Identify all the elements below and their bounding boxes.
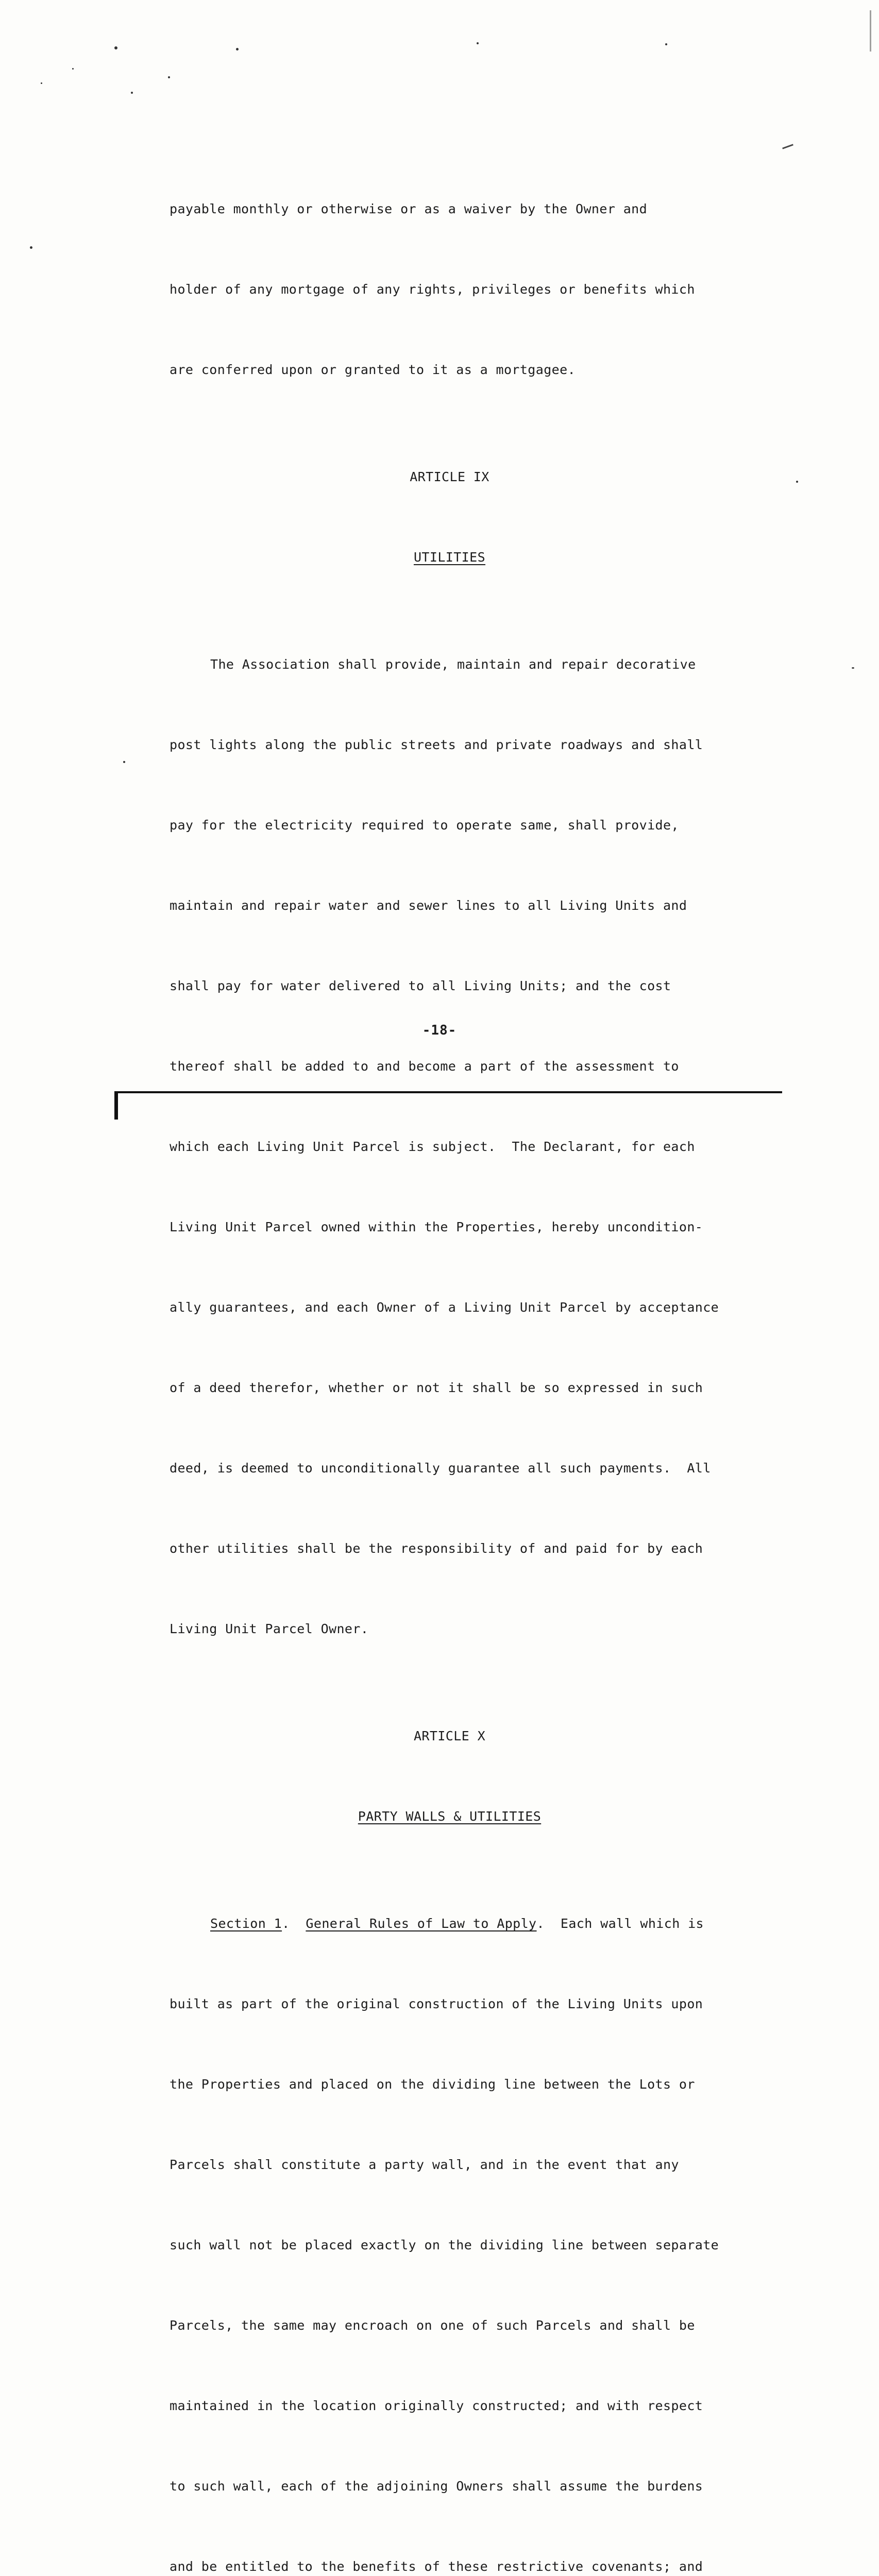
text-line: ally guarantees, and each Owner of a Living Unit Parcel by acceptance	[170, 1300, 719, 1315]
section-1-first-line-rest: Each wall which is	[560, 1916, 704, 1931]
text-line: which each Living Unit Parcel is subject. The Declarant, for each	[170, 1139, 695, 1154]
section-1-label: Section 1	[210, 1916, 282, 1931]
scan-speck	[168, 76, 170, 78]
section-1-heading: General Rules of Law to Apply	[306, 1916, 537, 1931]
scan-speck	[477, 42, 479, 44]
scan-speck	[796, 481, 798, 483]
scan-speck	[72, 68, 74, 70]
text-line: the Properties and placed on the dividing line between the Lots or	[170, 2077, 695, 2092]
text-line: Living Unit Parcel Owner.	[170, 1621, 369, 1636]
text-line: post lights along the public streets and private roadways and shall	[170, 737, 703, 752]
scan-mark	[870, 10, 871, 52]
text-line: of a deed therefor, whether or not it shall be so expressed in such	[170, 1380, 703, 1395]
text-line: holder of any mortgage of any rights, privileges or benefits which	[170, 282, 695, 297]
bottom-scan-border	[114, 1091, 782, 1093]
scan-speck	[665, 43, 667, 45]
section-1-first-line: Section 1. General Rules of Law to Apply. Each wall which is	[210, 1916, 704, 1931]
scan-speck	[41, 82, 42, 84]
text-line: are conferred upon or granted to it as a mortgagee.	[170, 362, 576, 377]
article-ix-title: UTILITIES	[413, 550, 486, 565]
text-line: deed, is deemed to unconditionally guarantee all such payments. All	[170, 1461, 711, 1476]
text-line: and be entitled to the benefits of these restrictive covenants; and	[170, 2559, 703, 2574]
text-line: shall pay for water delivered to all Living Units; and the cost	[170, 978, 671, 993]
article-ix-number: ARTICLE IX	[410, 469, 489, 484]
text-line: maintained in the location originally constructed; and with respect	[170, 2398, 703, 2413]
text-line: thereof shall be added to and become a part of the assessment to	[170, 1059, 679, 1074]
scan-speck	[114, 46, 117, 49]
article-ix-title-wrap	[170, 544, 730, 571]
scan-speck	[852, 667, 854, 669]
scan-mark	[782, 144, 793, 149]
text-line: such wall not be placed exactly on the dividing line between separate	[170, 2238, 719, 2252]
text-line: other utilities shall be the responsibility of and paid for by each	[170, 1541, 703, 1556]
scan-speck	[236, 48, 239, 50]
article-x-number: ARTICLE X	[413, 1728, 486, 1743]
text-line: The Association shall provide, maintain and repair decorative	[210, 657, 696, 672]
bottom-scan-border-left	[114, 1091, 118, 1120]
scan-speck	[30, 246, 32, 249]
article-x-title: PARTY WALLS & UTILITIES	[358, 1809, 542, 1824]
body-text	[170, 142, 747, 2576]
text-line: Parcels, the same may encroach on one of such Parcels and shall be	[170, 2318, 695, 2333]
scan-speck	[123, 761, 125, 763]
text-line: Living Unit Parcel owned within the Properties, hereby uncondition-	[170, 1219, 703, 1234]
text-line: Parcels shall constitute a party wall, and in the event that any	[170, 2157, 679, 2172]
text-line: to such wall, each of the adjoining Owners shall assume the burdens	[170, 2479, 703, 2494]
text-line: maintain and repair water and sewer lines to all Living Units and	[170, 898, 687, 913]
text-line: payable monthly or otherwise or as a waiver by the Owner and	[170, 201, 648, 216]
text-line: pay for the electricity required to operate same, shall provide,	[170, 818, 679, 833]
page-number: -18-	[422, 1023, 457, 1038]
scan-speck	[131, 92, 133, 94]
text-line: built as part of the original construction of the Living Units upon	[170, 1996, 703, 2011]
article-x-title-wrap	[170, 1803, 730, 1830]
